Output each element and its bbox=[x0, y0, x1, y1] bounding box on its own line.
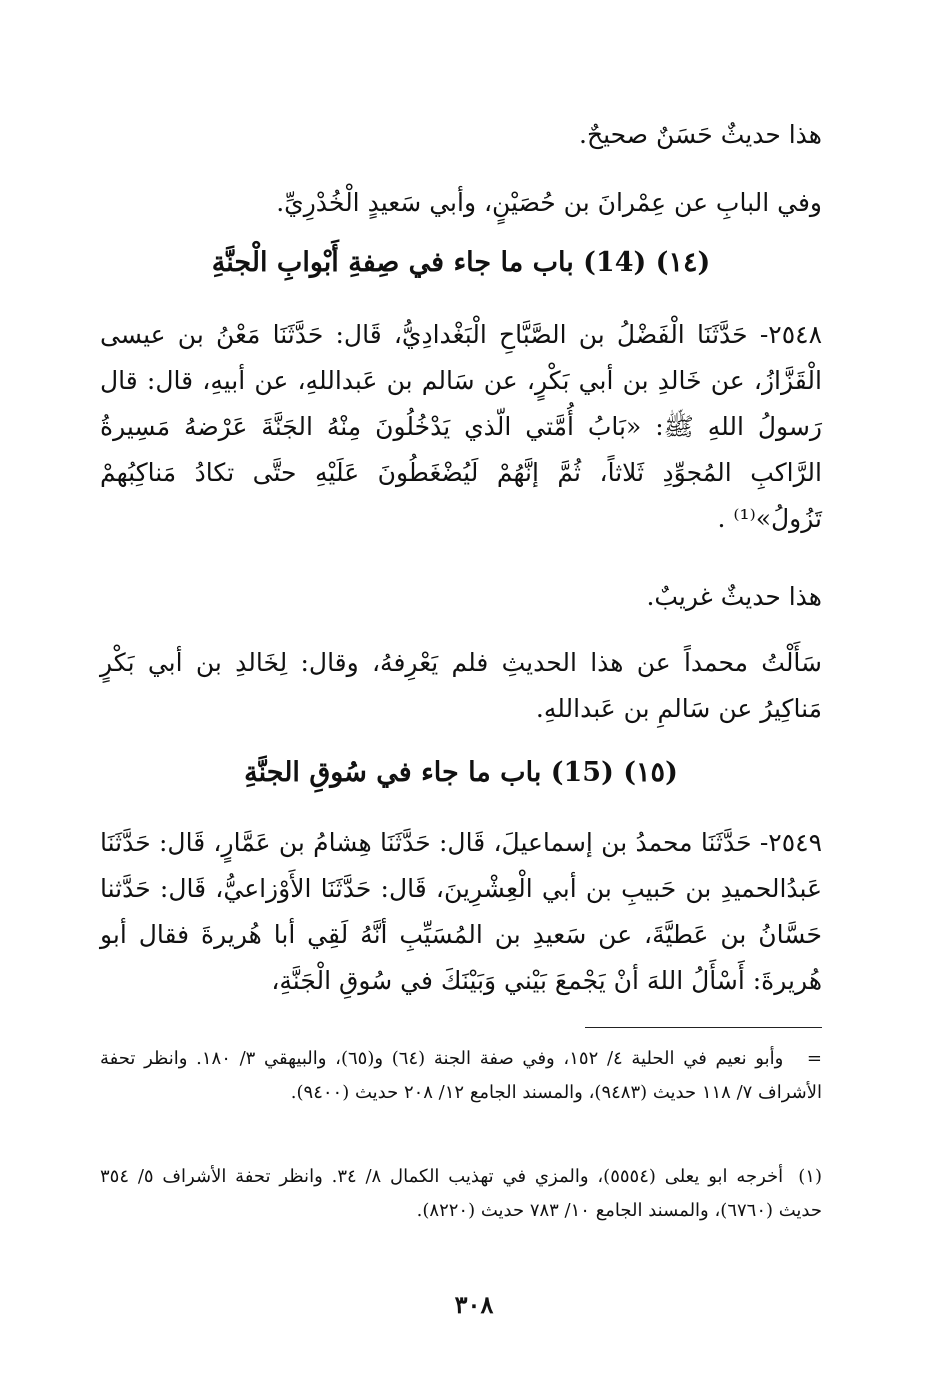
paragraph-text: هذا حديثٌ حَسَنٌ صحيحٌ. bbox=[579, 120, 822, 149]
chapter-heading-14: (١٤) (14) باب ما جاء في صِفةِ أَبْوابِ الْجنَّةِ bbox=[211, 247, 711, 278]
page-number: ٣٠٨ bbox=[454, 1290, 494, 1319]
paragraph-text: هذا حديثٌ غريبٌ. bbox=[646, 582, 822, 611]
paragraph-text: وفي البابِ عن عِمْرانَ بن حُصَيْنٍ، وأبي سَعيدٍ الْخُدْرِيِّ. bbox=[276, 188, 822, 217]
chapter-heading-15: (١٥) (15) باب ما جاء في سُوقِ الجنَّةِ bbox=[244, 757, 678, 788]
paragraph-hadith-2549 bbox=[100, 820, 822, 1004]
footnote-text: أخرجه ابو يعلى (٥٥٥٤)، والمزي في تهذيب الكمال ٨/ ٣٤. وانظر تحفة الأشراف ٥/ ٣٥٤ حديث (٦٧٦٠)، والمسند الجامع ١٠/ ٧٨٣ حديث (٨٢٢٠). bbox=[100, 1166, 822, 1221]
paragraph-hadith-grade bbox=[100, 112, 822, 158]
paragraph-chapter-reference bbox=[100, 180, 822, 226]
paragraph-text: ٢٥٤٨- حَدَّثَنَا الْفَضْلُ بن الصَّبَّاحِ الْبَغْدادِيُّ، قَال: حَدَّثَنَا مَعْنُ بن عيسى الْقَزَّازُ، عن خَالدِ بن أبي بَكْرٍ، عن سَالم بن عَبداللهِ، عن أبيهِ، قال: قال رَسولُ اللهِ ﷺ: «بَابُ أُمَّتي الّذي يَدْخُلُونَ مِنْهُ الجَنَّةَ عَرْضهُ مَسِيرةُ الرَّاكبِ المُجوِّدِ ثَلاثاً، ثُمَّ إنَّهُمْ لَيُضْغَطُونَ عَلَيْهِ حتَّى تكادُ مَناكِبُهمْ تَزُولُ»⁽¹⁾ . bbox=[100, 320, 822, 533]
paragraph-text: سَأَلْتُ محمداً عن هذا الحديثِ فلم يَعْرِفهُ، وقال: لِخَالدِ بن أبي بَكْرٍ مَناكِيرُ عن سَالمِ بن عَبداللهِ. bbox=[100, 648, 822, 723]
paragraph-commentary bbox=[100, 640, 822, 732]
footnote-separator bbox=[585, 1027, 822, 1028]
footnote-text: وأبو نعيم في الحلية ٤/ ١٥٢، وفي صفة الجنة (٦٤) و(٦٥)، والبيهقي ٣/ ١٨٠. وانظر تحفة الأشراف ٧/ ١١٨ حديث (٩٤٨٣)، والمسند الجامع ١٢/ ٢٠٨ حديث (٩٤٠٠). bbox=[100, 1048, 822, 1103]
footnote-continued bbox=[100, 1042, 822, 1110]
paragraph-hadith-grade bbox=[100, 574, 822, 620]
footnote-1 bbox=[100, 1160, 822, 1228]
paragraph-hadith-2548 bbox=[100, 312, 822, 542]
footnote-number: (١) bbox=[798, 1166, 822, 1187]
footnote-continued-mark: = bbox=[806, 1048, 822, 1069]
paragraph-text: ٢٥٤٩- حَدَّثَنَا محمدُ بن إسماعيلَ، قَال: حَدَّثَنَا هِشامُ بن عَمَّارٍ، قَال: حَدَّثَنَا عَبدُالحميدِ بن حَبيبِ بن أبي الْعِشْرِينَ، قَال: حَدَّثَنَا الأَوْزاعيُّ، قَال: حَدَّثنا حَسَّانُ بن عَطيَّةَ، عن سَعيدِ بن المُسَيِّبِ أنَّهُ لَقِي أبا هُريرةَ فقال أبو هُريرةَ: أَسْأَلُ اللهَ أنْ يَجْمعَ بَيْني وَبَيْنَكَ في سُوقِ الْجَنَّةِ، bbox=[100, 828, 822, 995]
